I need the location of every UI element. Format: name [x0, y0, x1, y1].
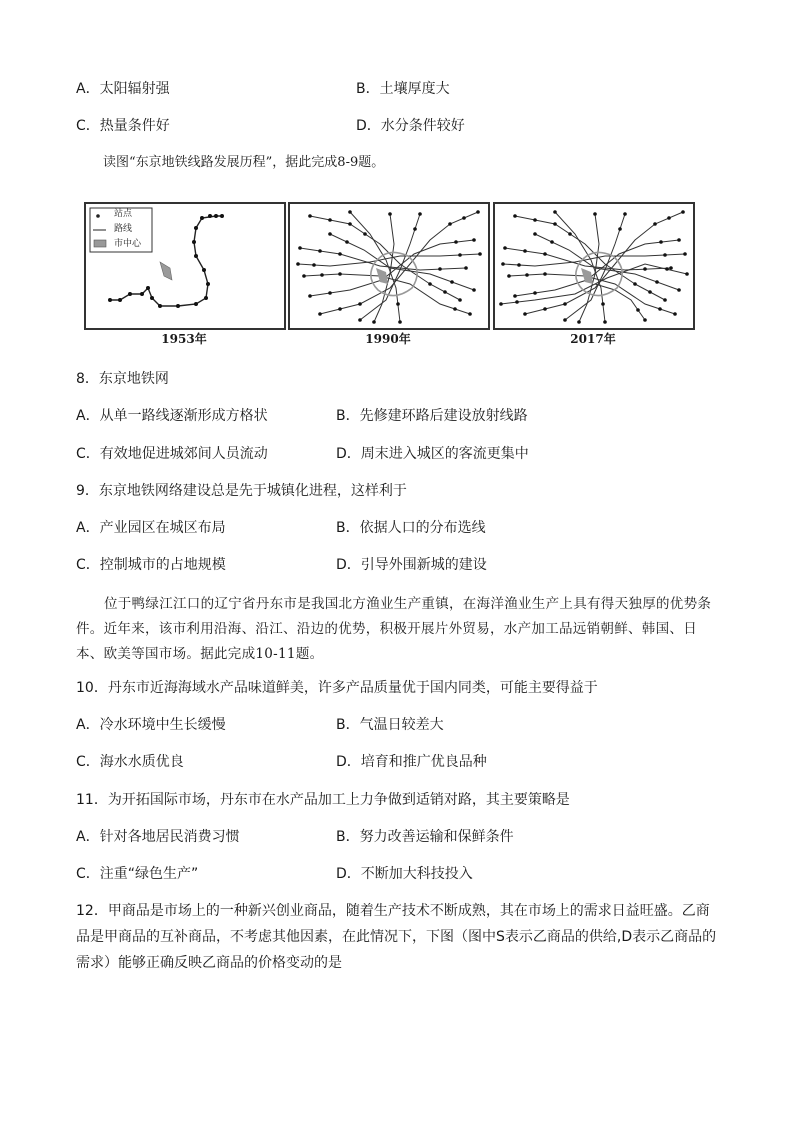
q10-option-d: D．培育和推广优良品种: [336, 754, 487, 770]
q7-option-d: D．水分条件较好: [356, 118, 465, 134]
passage-10-11-text: 位于鸭绿江江口的辽宁省丹东市是我国北方渔业生产重镇，在海洋渔业生产上具有得天独厚的优势条件。近年来，该市利用沿海、沿江、沿边的优势，积极开展片外贸易，水产加工品远销朝鲜、韩国、日本、欧美等国市场。据此完成10-11题。: [76, 596, 712, 662]
q11-stem: 11．为开拓国际市场，丹东市在水产品加工上力争做到适销对路，其主要策略是: [76, 792, 570, 808]
q11-option-b: B．努力改善运输和保鲜条件: [336, 829, 514, 845]
q9-option-a: A．产业园区在城区布局: [76, 520, 226, 536]
q8-option-a: A．从单一路线逐渐形成方格状: [76, 408, 268, 424]
legend-center-label: 市中心: [114, 239, 142, 249]
q7-option-c: C．热量条件好: [76, 118, 170, 134]
q9-stem: 9．东京地铁网络建设总是先于城镇化进程，这样利于: [76, 483, 407, 499]
year-label-2017: 2017年: [570, 332, 616, 346]
q8-option-d: D．周末进入城区的客流更集中: [336, 446, 529, 462]
q11-option-a: A．针对各地居民消费习惯: [76, 829, 240, 845]
passage-10-11: [76, 592, 720, 667]
year-label-1953: 1953年: [161, 332, 207, 346]
q9-option-b: B．依据人口的分布选线: [336, 520, 486, 536]
intro-8-9: 读图“东京地铁线路发展历程”，据此完成8-9题。: [103, 155, 385, 170]
q8-option-b: B．先修建环路后建设放射线路: [336, 408, 528, 424]
q8-option-c: C．有效地促进城郊间人员流动: [76, 446, 268, 462]
legend-station-label: 站点: [114, 209, 133, 219]
q10-stem: 10．丹东市近海海域水产品味道鲜美，许多产品质量优于国内同类，可能主要得益于: [76, 680, 598, 696]
q11-option-d: D．不断加大科技投入: [336, 866, 473, 882]
q8-stem: 8．东京地铁网: [76, 371, 169, 387]
q9-option-d: D．引导外围新城的建设: [336, 557, 487, 573]
q7-option-b: B．土壤厚度大: [356, 81, 450, 97]
q10-option-a: A．冷水环境中生长缓慢: [76, 717, 226, 733]
legend-route-label: 路线: [114, 224, 133, 234]
year-label-1990: 1990年: [365, 332, 411, 346]
q10-option-c: C．海水水质优良: [76, 754, 184, 770]
q12-stem: 12．甲商品是市场上的一种新兴创业商品，随着生产技术不断成熟，其在市场上的需求日益旺盛。乙商品是甲商品的互补商品，不考虑其他因素，在此情况下，下图（图中S表示乙商品的供给,D表示乙商品的需求）能够正确反映乙商品的价格变动的是: [76, 903, 717, 971]
map-panel-2017: [493, 202, 695, 330]
q10-option-b: B．气温日较差大: [336, 717, 444, 733]
q9-option-c: C．控制城市的占地规模: [76, 557, 226, 573]
q11-option-c: C．注重“绿色生产”: [76, 866, 199, 882]
map-panel-1990: [288, 202, 490, 330]
q7-option-a: A．太阳辐射强: [76, 81, 170, 97]
map-panel-1953: [84, 202, 286, 330]
